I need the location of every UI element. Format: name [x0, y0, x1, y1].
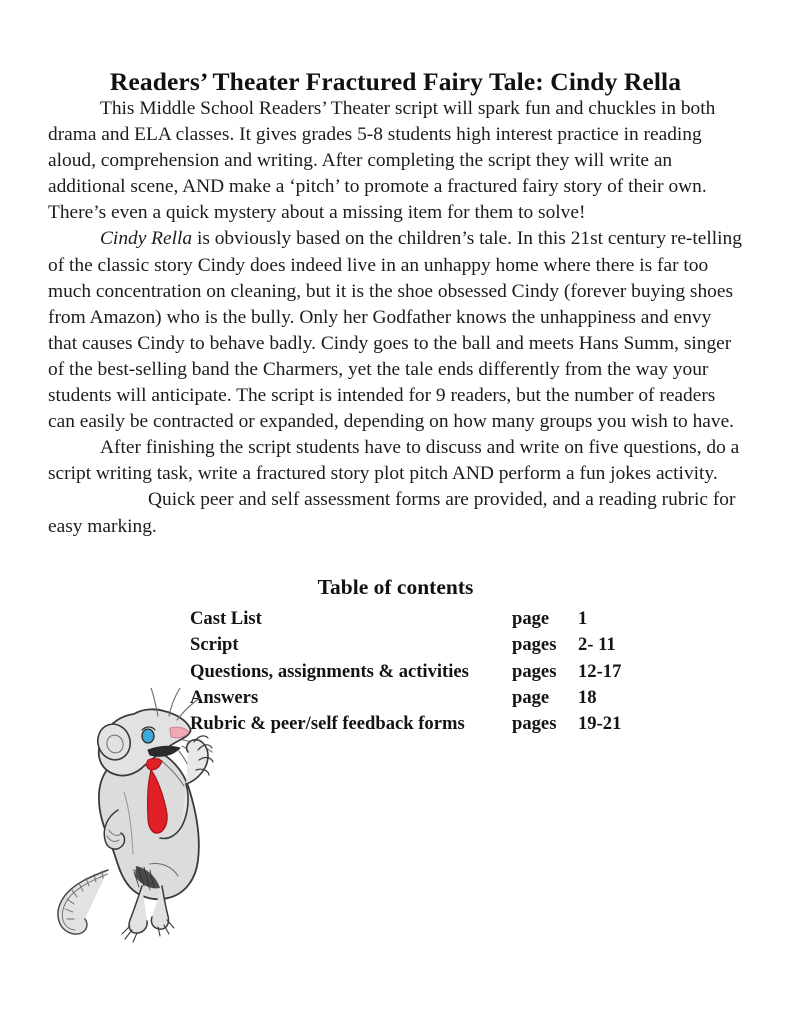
- toc-entry-label: Script: [190, 634, 239, 656]
- mouse-illustration: [38, 688, 268, 950]
- paragraph-activities: [48, 435, 742, 487]
- toc-row: [190, 634, 660, 660]
- toc-entry-label: Answers: [190, 686, 259, 708]
- paragraph-intro-text: This Middle School Readers’ Theater script will spark fun and chuckles in both drama and ELA classes. It gives grades 5-8 students high interest practice in reading aloud, comprehension and writing. After completing the script they will write an additional scene, AND make a ‘pitch’ to promote a fractured fairy story of their own. There’s even a quick mystery about a missing item for them to solve!: [48, 98, 716, 224]
- toc-entry-pages: 19-21: [578, 713, 622, 735]
- story-title-italic: Cindy Rella: [100, 228, 193, 250]
- paragraph-intro: [48, 96, 742, 226]
- toc-entry-label: Questions, assignments & activities: [190, 660, 469, 682]
- page-title: Readers’ Theater Fractured Fairy Tale: Cindy Rella: [109, 67, 682, 97]
- toc-entry-pages: 2- 11: [578, 634, 616, 656]
- paragraph-activities-text: After finishing the script students have to discuss and write on five questions, do a script writing task, write a fractured story plot pitch AND perform a fun jokes activity.: [48, 437, 740, 485]
- paragraph-synopsis-text: is obviously based on the children’s tale. In this 21st century re-telling of the classic story Cindy does indeed live in an unhappy home where there is far too much concentration on cleaning, but it is the shoe obsessed Cindy (forever buying shoes from Amazon) who is the bully. Only her Godfather knows the unhappiness and envy that causes Cindy to behave badly. Cindy goes to the ball and meets Hans Summ, singer of the best-selling band the Charmers, yet the tale ends differently from the way your students will anticipate. The script is intended for 9 readers, but the number of readers can easily be contracted or expanded, depending on how many groups you wish to have.: [48, 228, 742, 433]
- toc-entry-unit: pages: [512, 634, 557, 656]
- toc-entry-label: Rubric & peer/self feedback forms: [190, 713, 465, 735]
- table-of-contents-heading: Table of contents: [317, 574, 474, 599]
- toc-row: [190, 608, 660, 634]
- toc-row: [190, 661, 660, 687]
- toc-entry-unit: page: [512, 608, 550, 629]
- toc-entry-pages: 18: [578, 686, 597, 708]
- paragraph-assessment: [48, 487, 742, 539]
- toc-entry-pages: 12-17: [578, 660, 622, 682]
- toc-entry-unit: pages: [512, 713, 557, 735]
- toc-entry-unit: page: [512, 686, 550, 708]
- paragraph-synopsis: [48, 226, 742, 435]
- paragraph-assessment-text: Quick peer and self assessment forms are provided, and a reading rubric for easy marking.: [48, 489, 736, 537]
- toc-entry-pages: 1: [578, 608, 588, 629]
- mouse-drawing-icon: [38, 688, 268, 950]
- body-text-block: [48, 96, 742, 540]
- toc-entry-label: Cast List: [190, 608, 262, 629]
- toc-entry-unit: pages: [512, 660, 557, 682]
